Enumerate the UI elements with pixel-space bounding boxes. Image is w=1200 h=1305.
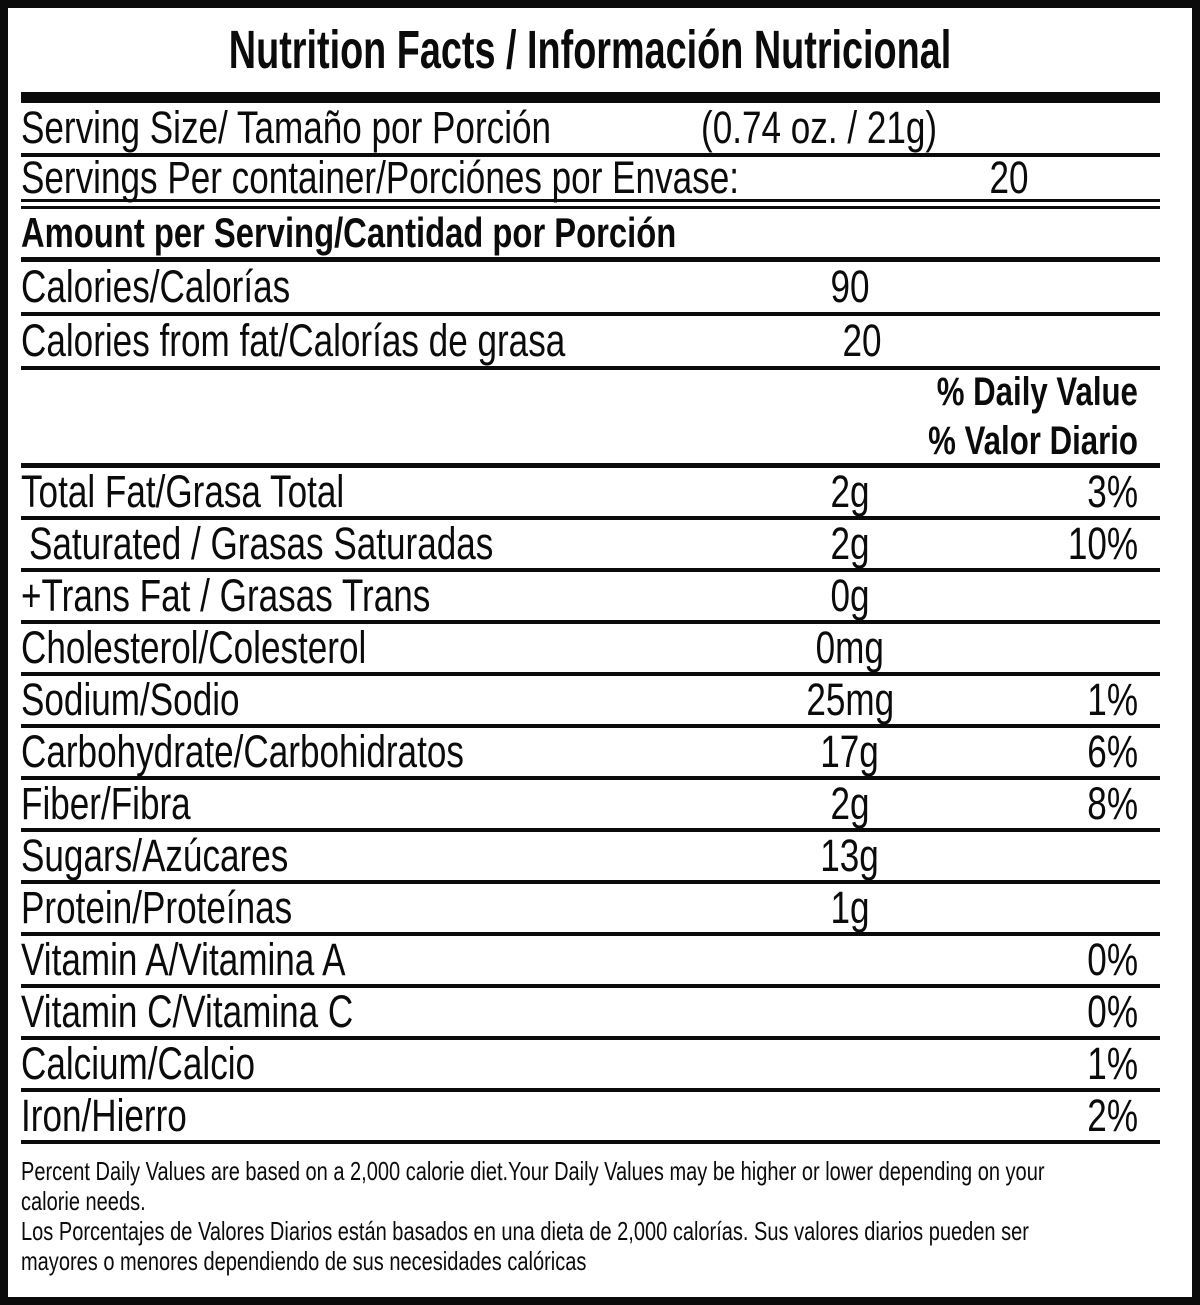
daily-value-header-en-line bbox=[880, 368, 1138, 417]
nutrient-label-cell bbox=[21, 466, 700, 518]
footnote-line bbox=[21, 1186, 1160, 1216]
nutrient-amount-cell bbox=[700, 570, 1000, 622]
nutrient-label-cell bbox=[21, 622, 700, 674]
nutrient-label-cell bbox=[21, 518, 700, 570]
nutrient-label: Calories/Calorías bbox=[21, 261, 291, 312]
daily-value-header-es-line bbox=[869, 417, 1138, 466]
nutrient-percent-cell bbox=[1000, 882, 1160, 934]
nutrient-amount: 20 bbox=[842, 315, 882, 366]
footnote-text-en-1: Percent Daily Values are based on a 2,000 calorie diet.Your Daily Values may be higher or lower depending on your bbox=[21, 1156, 1045, 1186]
nutrient-percent-cell bbox=[1000, 622, 1160, 674]
nutrient-amount-cell bbox=[700, 882, 1000, 934]
nutrient-percent-cell bbox=[1000, 674, 1160, 726]
nutrient-amount: 0g bbox=[830, 570, 870, 621]
page-title: Nutrition Facts / Información Nutricional bbox=[229, 20, 952, 80]
nutrient-label-cell bbox=[21, 315, 719, 367]
footnote-text-es-1: Los Porcentajes de Valores Diarios están basados en una dieta de 2,000 calorías. Sus valores diarios pueden ser bbox=[21, 1216, 1029, 1246]
serving-size-row bbox=[21, 103, 1160, 157]
nutrient-percent-cell bbox=[1000, 830, 1160, 882]
nutrient-amount: 17g bbox=[820, 726, 880, 777]
nutrient-label-cell bbox=[21, 726, 700, 778]
nutrient-label: Saturated / Grasas Saturadas bbox=[29, 518, 494, 569]
nutrient-amount-cell bbox=[700, 934, 1000, 986]
servings-per-container-value: 20 bbox=[989, 152, 1029, 203]
nutrient-amount: 13g bbox=[820, 830, 880, 881]
table-row bbox=[21, 780, 1160, 832]
nutrient-percent-cell bbox=[1000, 570, 1160, 622]
nutrient-percent: 1% bbox=[1087, 1038, 1138, 1089]
nutrient-label-cell bbox=[21, 778, 700, 830]
nutrient-percent: 6% bbox=[1087, 726, 1138, 777]
nutrient-label-cell bbox=[21, 261, 700, 313]
nutrient-percent: 0% bbox=[1087, 934, 1138, 985]
table-row bbox=[21, 676, 1160, 728]
table-row bbox=[21, 832, 1160, 884]
table-row bbox=[21, 728, 1160, 780]
nutrient-percent-cell bbox=[1006, 315, 1160, 367]
nutrient-label: Sugars/Azúcares bbox=[21, 830, 289, 881]
amount-per-serving-header-row bbox=[21, 209, 1160, 262]
nutrient-amount: 1g bbox=[830, 882, 870, 933]
nutrient-label: Iron/Hierro bbox=[21, 1090, 187, 1141]
nutrient-label: Vitamin C/Vitamina C bbox=[21, 986, 354, 1037]
nutrient-label-cell bbox=[21, 830, 700, 882]
nutrient-amount: 0mg bbox=[815, 622, 885, 673]
serving-size-label: Serving Size/ Tamaño por Porción bbox=[21, 102, 552, 153]
nutrient-percent-cell bbox=[1000, 726, 1160, 778]
footnote-line bbox=[21, 1216, 1160, 1246]
nutrient-percent-cell bbox=[1000, 1090, 1160, 1142]
nutrient-amount-cell bbox=[700, 726, 1000, 778]
daily-value-header-en: % Daily Value bbox=[936, 369, 1138, 414]
nutrient-label-cell bbox=[21, 1038, 700, 1090]
nutrient-amount-cell bbox=[700, 674, 1000, 726]
nutrient-amount-cell bbox=[700, 830, 1000, 882]
table-row bbox=[21, 988, 1160, 1040]
table-row bbox=[21, 936, 1160, 988]
serving-size-value: (0.74 oz. / 21g) bbox=[700, 102, 937, 153]
footnote bbox=[21, 1156, 1160, 1276]
serving-size-label-cell bbox=[21, 102, 701, 154]
nutrient-label-cell bbox=[21, 570, 700, 622]
footnote-line bbox=[21, 1246, 1160, 1276]
nutrient-percent: 8% bbox=[1087, 778, 1138, 829]
nutrient-amount: 2g bbox=[830, 778, 870, 829]
table-row bbox=[21, 262, 1160, 316]
nutrient-label: Total Fat/Grasa Total bbox=[21, 466, 345, 517]
nutrient-amount-cell bbox=[700, 1090, 1000, 1142]
nutrient-percent: 10% bbox=[1067, 518, 1138, 569]
nutrient-label: Fiber/Fibra bbox=[21, 778, 191, 829]
amount-per-serving-header: Amount per Serving/Cantidad por Porción bbox=[21, 209, 677, 256]
table-row bbox=[21, 624, 1160, 676]
nutrient-label: +Trans Fat / Grasas Trans bbox=[21, 570, 431, 621]
footnote-text-es-2: mayores o menores dependiendo de sus necesidades calóricas bbox=[21, 1246, 587, 1276]
table-row bbox=[21, 520, 1160, 572]
nutrient-percent-cell bbox=[1000, 934, 1160, 986]
nutrient-percent-cell bbox=[1000, 986, 1160, 1038]
servings-per-container-label-cell bbox=[21, 152, 941, 204]
serving-size-value-cell bbox=[701, 102, 1160, 154]
nutrient-amount-cell bbox=[700, 261, 1000, 313]
nutrient-label-cell bbox=[21, 882, 700, 934]
nutrient-amount-cell bbox=[719, 315, 1006, 367]
nutrient-amount-cell bbox=[700, 778, 1000, 830]
nutrient-amount: 2g bbox=[830, 466, 870, 517]
nutrient-percent-cell bbox=[1000, 518, 1160, 570]
table-row bbox=[21, 468, 1160, 520]
nutrient-label: Protein/Proteínas bbox=[21, 882, 293, 933]
nutrient-label-cell bbox=[21, 934, 700, 986]
nutrient-label: Carbohydrate/Carbohidratos bbox=[21, 726, 464, 777]
nutrient-label-cell bbox=[21, 986, 700, 1038]
nutrient-percent: 1% bbox=[1087, 674, 1138, 725]
table-row bbox=[21, 884, 1160, 936]
amount-per-serving-header-cell bbox=[21, 209, 1160, 257]
calories-section bbox=[21, 262, 1160, 370]
footnote-text-en-2: calorie needs. bbox=[21, 1186, 146, 1216]
nutrient-amount: 25mg bbox=[806, 674, 894, 725]
nutrient-percent-cell bbox=[1000, 1038, 1160, 1090]
nutrient-label-cell bbox=[21, 674, 700, 726]
servings-per-container-row bbox=[21, 152, 1160, 203]
nutrient-amount-cell bbox=[700, 1038, 1000, 1090]
label-title-row bbox=[21, 8, 1160, 92]
nutrient-amount-cell bbox=[700, 518, 1000, 570]
table-row bbox=[21, 1092, 1160, 1144]
nutrient-label: Vitamin A/Vitamina A bbox=[21, 934, 346, 985]
nutrient-label: Calories from fat/Calorías de grasa bbox=[21, 315, 566, 366]
nutrient-label: Sodium/Sodio bbox=[21, 674, 240, 725]
table-row bbox=[21, 316, 1160, 370]
daily-value-header-block bbox=[21, 370, 1160, 468]
nutrient-amount: 2g bbox=[830, 518, 870, 569]
nutrient-percent-cell bbox=[1000, 778, 1160, 830]
table-row bbox=[21, 572, 1160, 624]
nutrient-label: Cholesterol/Colesterol bbox=[21, 622, 367, 673]
nutrient-amount-cell bbox=[700, 986, 1000, 1038]
nutrients-table bbox=[21, 468, 1160, 1144]
servings-per-container-value-cell bbox=[941, 152, 1076, 204]
nutrient-label: Calcium/Calcio bbox=[21, 1038, 256, 1089]
nutrient-percent-cell bbox=[1000, 466, 1160, 518]
nutrient-percent: 2% bbox=[1087, 1090, 1138, 1141]
table-row bbox=[21, 1040, 1160, 1092]
label-content bbox=[21, 8, 1160, 1276]
nutrient-label-cell bbox=[21, 1090, 700, 1142]
nutrient-percent: 3% bbox=[1087, 466, 1138, 517]
nutrient-percent: 0% bbox=[1087, 986, 1138, 1037]
nutrient-amount-cell bbox=[700, 466, 1000, 518]
nutrient-amount-cell bbox=[700, 622, 1000, 674]
servings-per-container-label: Servings Per container/Porciónes por Envase: bbox=[21, 152, 739, 203]
nutrient-amount: 90 bbox=[830, 261, 870, 312]
daily-value-header-es: % Valor Diario bbox=[928, 418, 1138, 463]
nutrient-percent-cell bbox=[1000, 261, 1160, 313]
footnote-line bbox=[21, 1156, 1160, 1186]
